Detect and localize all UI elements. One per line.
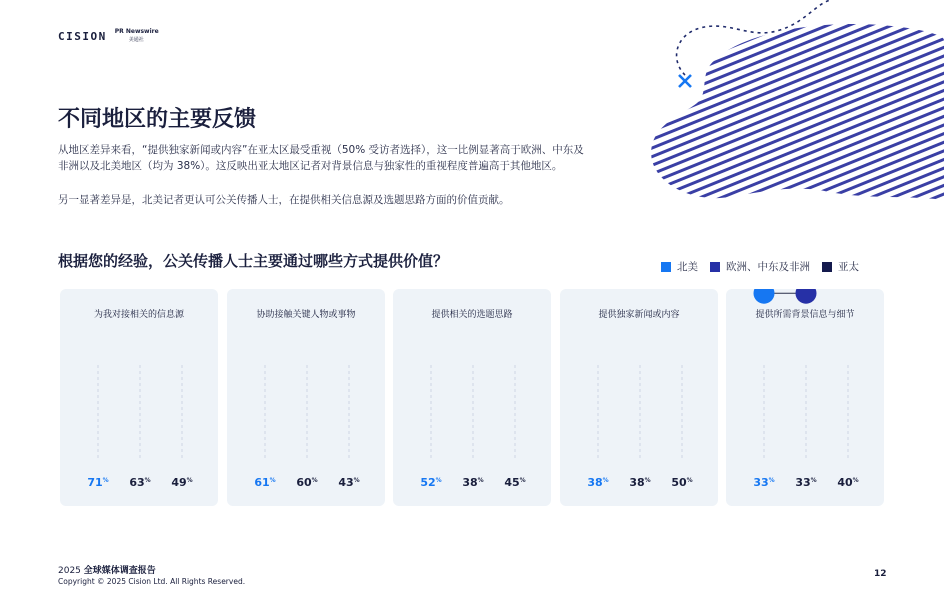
legend-item-north-america [661, 259, 698, 274]
legend-label-apac: 亚太 [838, 261, 859, 273]
footer-year: 2025 [58, 566, 81, 576]
data-label: 61% [254, 476, 276, 489]
legend-label-north-america: 北美 [677, 261, 698, 273]
chart-panel [726, 289, 884, 506]
legend-item-emea [710, 259, 810, 274]
data-label: 38% [629, 476, 651, 489]
data-label: 71% [87, 476, 109, 489]
panel-title: 提供相关的选题思路 [431, 310, 513, 320]
data-point [754, 289, 775, 304]
data-label: 38% [462, 476, 484, 489]
footer-report-name: 全球媒体调查报告 [83, 566, 156, 576]
data-label: 38% [587, 476, 609, 489]
chart-panel [227, 289, 385, 506]
legend-item-apac [822, 259, 859, 274]
data-label: 45% [504, 476, 526, 489]
data-label: 52% [420, 476, 442, 489]
data-label: 40% [837, 476, 859, 489]
panel-chart-svg [393, 289, 551, 506]
panel-title: 为我对接相关的信息源 [93, 310, 184, 320]
legend-swatch-emea [710, 262, 720, 272]
intro-line-2: 非洲以及北美地区（均为 38%）。这反映出亚太地区记者对背景信息与独家性的重视程度普遍高于其他地区。 [58, 160, 563, 172]
chart-panel [60, 289, 218, 506]
panel-title: 提供独家新闻或内容 [598, 310, 680, 320]
chart-title: 根据您的经验，公关传播人士主要通过哪些方式提供价值？ [58, 252, 449, 270]
chart-legend [661, 259, 859, 274]
footer [58, 563, 156, 576]
x-mark-icon [679, 75, 691, 87]
panel-chart-svg [560, 289, 718, 506]
panel-title: 提供所需背景信息与细节 [755, 310, 855, 320]
legend-swatch-north-america [661, 262, 671, 272]
brand-logo [58, 28, 159, 44]
page-title: 不同地区的主要反馈 [58, 107, 257, 132]
pr-newswire-cn: 美通社 [128, 37, 144, 43]
data-label: 60% [296, 476, 318, 489]
copyright-text: Copyright © 2025 Cision Ltd. All Rights Reserved. [58, 577, 246, 586]
data-label: 49% [171, 476, 193, 489]
cision-logo: CISION [58, 29, 107, 43]
data-label: 50% [671, 476, 693, 489]
page-number: 12 [874, 569, 887, 579]
pr-newswire-logo [115, 28, 159, 44]
data-label: 43% [338, 476, 360, 489]
second-paragraph: 另一显著差异是，北美记者更认可公关传播人士，在提供相关信息源及选题思路方面的价值贡献。 [58, 194, 510, 206]
data-label: 33% [795, 476, 817, 489]
chart-panel [560, 289, 718, 506]
panel-chart-svg [60, 289, 218, 506]
intro-line-1: 从地区差异来看，“提供独家新闻或内容”在亚太区最受重视（50% 受访者选择），这一比例显著高于欧洲、中东及 [58, 144, 584, 156]
panel-title: 协助接触关键人物或事物 [256, 310, 356, 320]
intro-paragraph [58, 142, 618, 174]
panel-chart-svg [227, 289, 385, 506]
chart-panel [393, 289, 551, 506]
data-point [796, 289, 817, 304]
data-label: 33% [753, 476, 775, 489]
legend-swatch-apac [822, 262, 832, 272]
striped-blob-shape [651, 24, 944, 200]
legend-label-emea: 欧洲、中东及非洲 [726, 261, 810, 273]
data-label: 63% [129, 476, 151, 489]
pr-newswire-text: PR Newswire [114, 28, 159, 35]
decorative-map-graphic [630, 0, 944, 215]
panel-chart-svg [726, 289, 884, 506]
